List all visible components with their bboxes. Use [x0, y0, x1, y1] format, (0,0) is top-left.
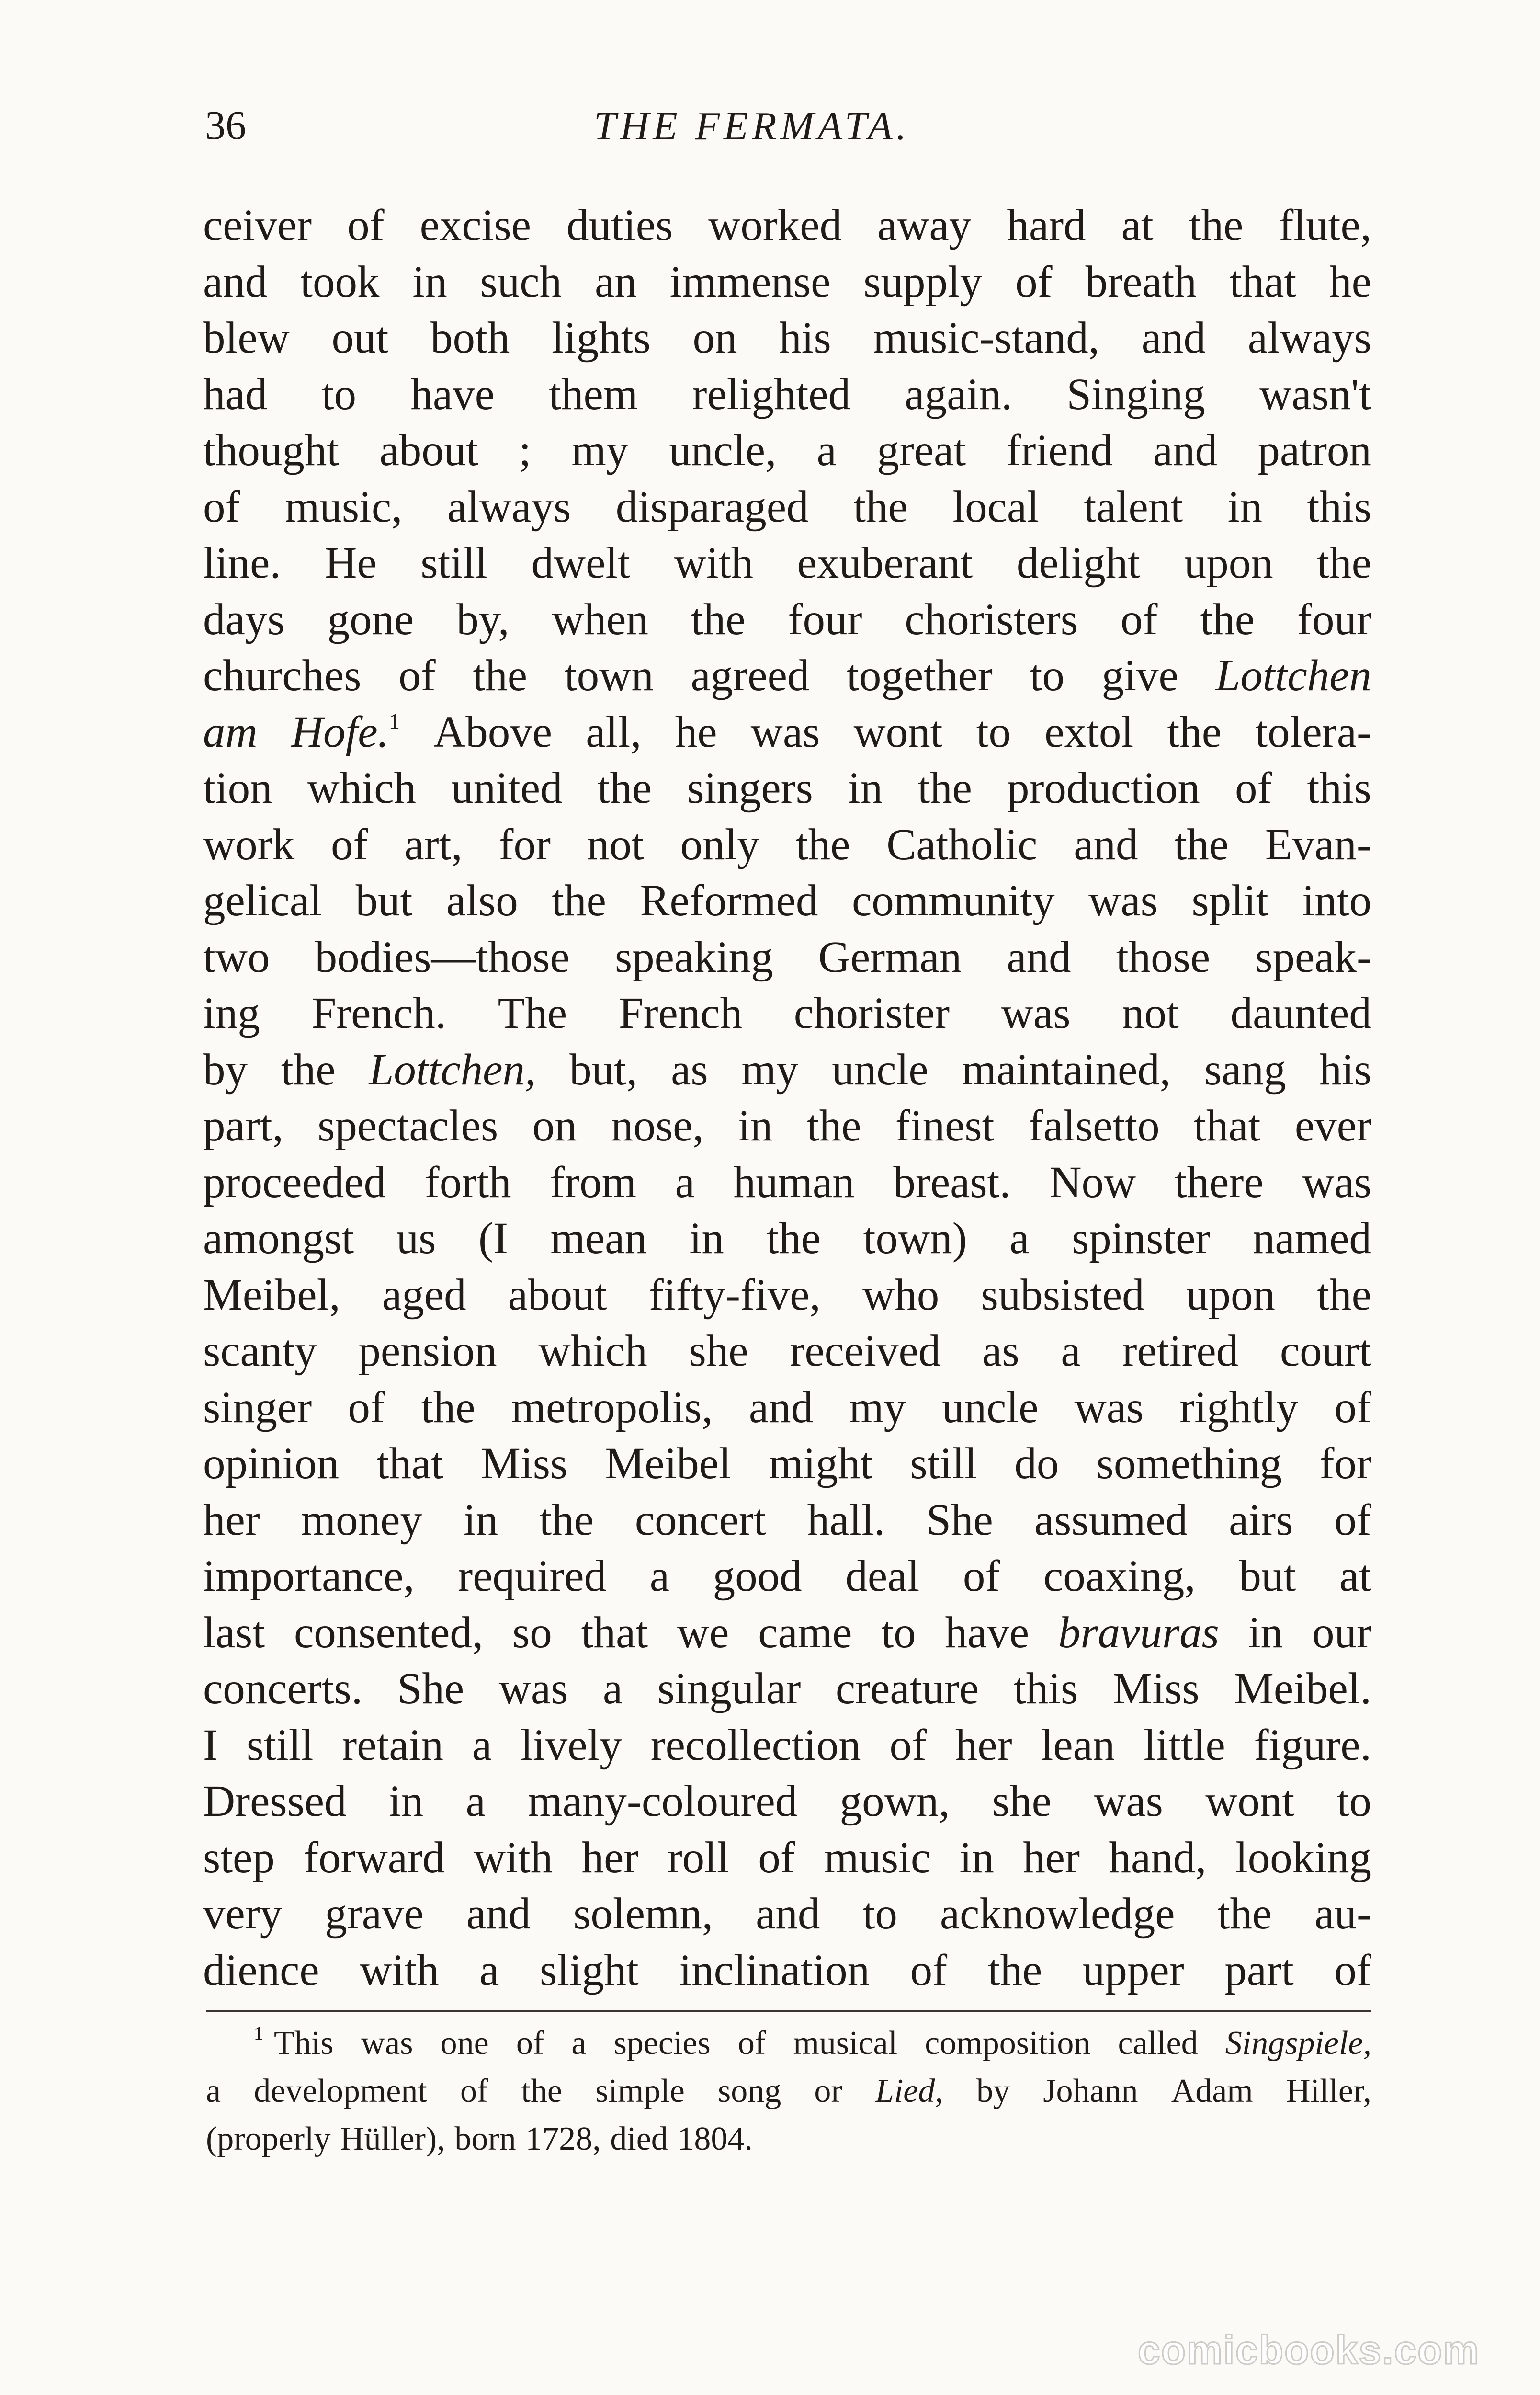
page-number: 36 — [205, 102, 246, 148]
text-line: by the Lottchen, but, as my uncle maintained, sang his — [203, 1045, 1371, 1095]
text-line: Dressed in a many-coloured gown, she was wont to — [203, 1777, 1371, 1826]
text-line: of music, always disparaged the local talent in this — [203, 482, 1371, 532]
text-line: part, spectacles on nose, in the finest falsetto that ever — [203, 1101, 1371, 1151]
text-line: Meibel, aged about fifty-five, who subsisted upon the — [203, 1270, 1371, 1320]
text-line: proceeded forth from a human breast. Now there was — [203, 1157, 1371, 1207]
text-line: blew out both lights on his music-stand, and always — [203, 313, 1371, 363]
text-line: her money in the concert hall. She assumed airs of — [203, 1495, 1371, 1545]
text-line: amongst us (I mean in the town) a spinster named — [203, 1214, 1371, 1263]
text-line: thought about ; my uncle, a great friend and patron — [203, 426, 1371, 475]
text-line: tion which united the singers in the production of this — [203, 764, 1371, 813]
text-line: gelical but also the Reformed community was split into — [203, 876, 1371, 925]
text-line: churches of the town agreed together to give Lottchen — [203, 651, 1371, 700]
text-line: (properly Hüller), born 1728, died 1804. — [206, 2121, 753, 2157]
running-head: THE FERMATA. — [594, 104, 910, 148]
text-line: importance, required a good deal of coaxing, but at — [203, 1551, 1371, 1601]
body-text — [203, 197, 1371, 1998]
text-line: ing French. The French chorister was not daunted — [203, 989, 1371, 1038]
text-line: days gone by, when the four choristers of the four — [203, 594, 1371, 644]
text-line: dience with a slight inclination of the upper part of — [203, 1945, 1371, 1995]
text-line: a development of the simple song or Lied, by Johann Adam Hiller, — [206, 2073, 1371, 2110]
footnote — [206, 2019, 1371, 2163]
text-line: last consented, so that we came to have bravuras in our — [203, 1608, 1371, 1657]
text-line: singer of the metropolis, and my uncle was rightly of — [203, 1382, 1371, 1432]
footnote-rule — [206, 2010, 1371, 2012]
text-line: and took in such an immense supply of breath that he — [203, 257, 1371, 307]
footnote-marker: 1 — [254, 2022, 263, 2044]
watermark: comicbooks.com — [1138, 2327, 1480, 2372]
text-line: I still retain a lively recollection of her lean little figure. — [203, 1720, 1371, 1770]
text-line: work of art, for not only the Catholic and the Evan- — [203, 820, 1371, 869]
text-line: $^1$ This was one of a species of musical composition called Singspiele, — [254, 2022, 1371, 2062]
text-line: ceiver of excise duties worked away hard at the flute, — [203, 201, 1371, 250]
text-line: opinion that Miss Meibel might still do something for — [203, 1439, 1371, 1488]
text-line: line. He still dwelt with exuberant delight upon the — [203, 538, 1371, 588]
text-line: two bodies—those speaking German and those speak- — [203, 932, 1371, 982]
text-line: am Hofe.$^1$ Above all, he was wont to extol the tolera- — [203, 707, 1371, 757]
text-line: concerts. She was a singular creature this Miss Meibel. — [203, 1664, 1371, 1713]
text-line: had to have them relighted again. Singing wasn't — [203, 369, 1371, 419]
text-line: very grave and solemn, and to acknowledge the au- — [203, 1889, 1371, 1939]
text-line: scanty pension which she received as a retired court — [203, 1326, 1371, 1376]
text-line: step forward with her roll of music in her hand, looking — [203, 1833, 1371, 1882]
